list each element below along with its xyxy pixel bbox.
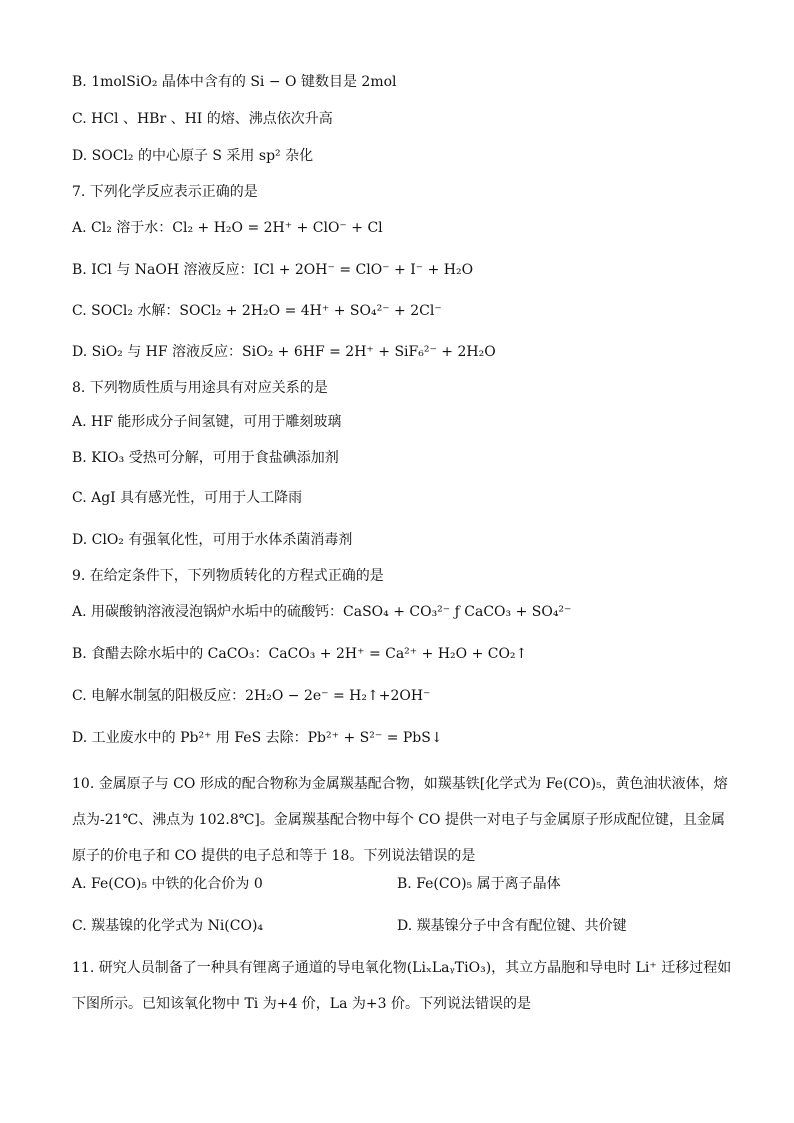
q9-option-b: B. 食醋去除水垢中的 CaCO₃：CaCO₃ + 2H⁺ = Ca²⁺ + H₂O + CO₂↑ xyxy=(72,646,528,662)
q9-option-c: C. 电解水制氢的阳极反应：2H₂O − 2e⁻ = H₂↑+2OH⁻ xyxy=(72,688,431,704)
q10-option-c: C. 羰基镍的化学式为 Ni(CO)₄ xyxy=(72,918,264,934)
q7-option-c: C. SOCl₂ 水解：SOCl₂ + 2H₂O = 4H⁺ + SO₄²⁻ + 2Cl⁻ xyxy=(72,303,442,319)
q6-option-d: D. SOCl₂ 的中心原子 S 采用 sp² 杂化 xyxy=(72,148,314,164)
q10-option-b: B. Fe(CO)₅ 属于离子晶体 xyxy=(397,876,561,892)
q7-stem: 7. 下列化学反应表示正确的是 xyxy=(72,184,258,200)
q11-stem: 11. 研究人员制备了一种具有锂离子通道的导电氧化物(LiₓLaᵧTiO₃)，其立方晶胞和导电时 Li⁺ 迁移过程如下图所示。已知该氧化物中 Ti 为+4 价，La 为+3 价。下列说法错误的是 xyxy=(72,960,732,1012)
q8-option-d: D. ClO₂ 有强氧化性，可用于水体杀菌消毒剂 xyxy=(72,532,353,548)
q7-option-d: D. SiO₂ 与 HF 溶液反应：SiO₂ + 6HF = 2H⁺ + SiF₆²⁻ + 2H₂O xyxy=(72,344,496,360)
q9-option-d: D. 工业废水中的 Pb²⁺ 用 FeS 去除：Pb²⁺ + S²⁻ = PbS↓ xyxy=(72,730,443,746)
q7-option-b: B. ICl 与 NaOH 溶液反应：ICl + 2OH⁻ = ClO⁻ + I⁻ + H₂O xyxy=(72,262,474,278)
q9-stem: 9. 在给定条件下，下列物质转化的方程式正确的是 xyxy=(72,568,384,584)
q8-option-a: A. HF 能形成分子间氢键，可用于雕刻玻璃 xyxy=(72,414,342,430)
q9-option-a: A. 用碳酸钠溶液浸泡锅炉水垢中的硫酸钙：CaSO₄ + CO₃²⁻ ƒ CaCO₃ + SO₄²⁻ xyxy=(72,604,572,620)
q10-option-a: A. Fe(CO)₅ 中铁的化合价为 0 xyxy=(72,876,263,892)
q6-option-c: C. HCl 、HBr 、HI 的熔、沸点依次升高 xyxy=(72,111,333,127)
q10-option-d: D. 羰基镍分子中含有配位键、共价键 xyxy=(397,918,627,934)
q6-option-b: B. 1molSiO₂ 晶体中含有的 Si − O 键数目是 2mol xyxy=(72,74,397,90)
q8-option-b: B. KIO₃ 受热可分解，可用于食盐碘添加剂 xyxy=(72,450,339,466)
q8-stem: 8. 下列物质性质与用途具有对应关系的是 xyxy=(72,380,328,396)
q10-stem: 10. 金属原子与 CO 形成的配合物称为金属羰基配合物，如羰基铁[化学式为 Fe(CO)₅，黄色油状液体，熔点为-21℃、沸点为 102.8℃]。金属羰基配合物中每个 CO 提供一对电子与金属原子形成配位键，且金属原子的价电子和 CO 提供的电子总和等于 18。下列说法错误的是 xyxy=(72,776,728,864)
q8-option-c: C. AgI 具有感光性，可用于人工降雨 xyxy=(72,490,303,506)
q7-option-a: A. Cl₂ 溶于水：Cl₂ + H₂O = 2H⁺ + ClO⁻ + Cl xyxy=(72,220,383,236)
